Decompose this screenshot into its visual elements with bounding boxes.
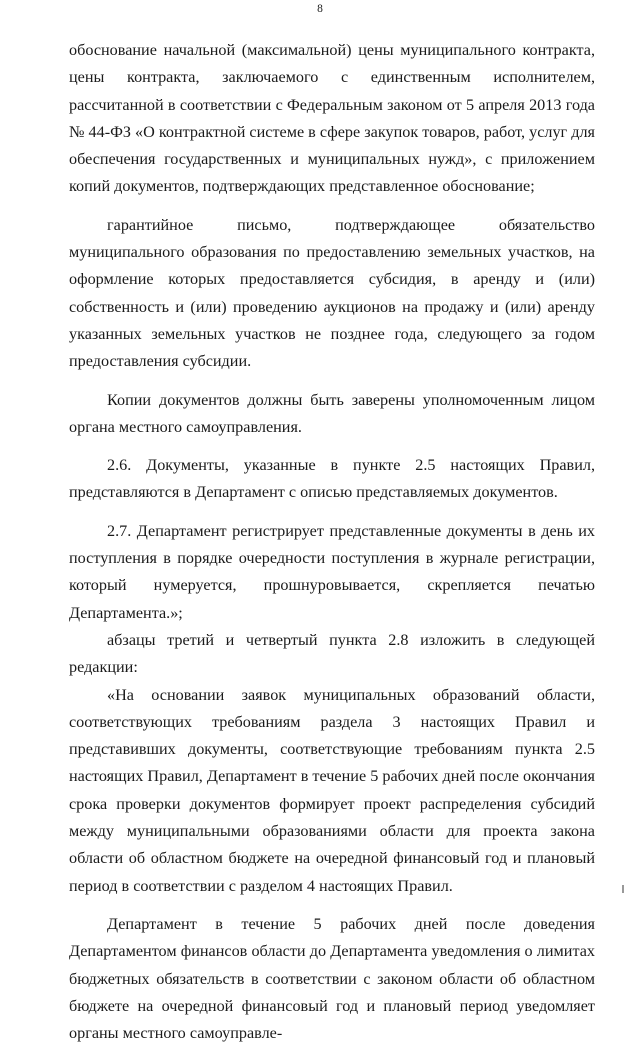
paragraph-clause-2-6: 2.6. Документы, указанные в пункте 2.5 настоящих Правил, представляются в Департамент с описью представляемых документов. xyxy=(69,456,595,502)
paragraph-clause-2-7: 2.7. Департамент регистрирует представленные документы в день их поступления в порядке очередности поступления в журнале регистрации, который нумеруется, прошнуровывается, скрепляется печатью Департамента.»; xyxy=(69,521,595,622)
page-number: 8 xyxy=(317,3,323,15)
scan-mark xyxy=(620,884,626,894)
paragraph-amendment-2-8: абзацы третий и четвертый пункта 2.8 изложить в следующей редакции: xyxy=(69,630,595,677)
paragraph-justification: обоснование начальной (максимальной) цены муниципального контракта, цены контракта, заключаемого с единственным исполнителем, рассчитанной в соответствии с Федеральным законом от 5 апреля 2013 года № 44-ФЗ «О контрактной системе в сфере закупок товаров, работ, услуг для обеспечения государственных и муниципальных нужд», с приложением копий документов, подтверждающих представленное обоснование; xyxy=(69,41,595,196)
paragraph-copies-certified: Копии документов должны быть заверены уполномоченным лицом органа местного самоуправления. xyxy=(69,390,595,436)
document-body xyxy=(69,37,595,1047)
paragraph-notification: Департамент в течение 5 рабочих дней после доведения Департаментом финансов области до Департамента уведомления о лимитах бюджетных обязательств в соответствии с законом области об областном бюджете на очередной финансовый год и плановый период уведомляет органы местного самоуправле- xyxy=(69,914,595,1043)
paragraph-guarantee-letter: гарантийное письмо, подтверждающее обязательство муниципального образования по предоставлению земельных участков, на оформление которых предоставляется субсидия, в аренду и (или) собственность и (или) проведению аукционов на продажу и (или) аренду указанных земельных участков не позднее года, следующего за годом предоставления субсидии. xyxy=(69,215,595,371)
paragraph-applications-basis: «На основании заявок муниципальных образований области, соответствующих требованиям раздела 3 настоящих Правил и представивших документы, соответствующие требованиям пункта 2.5 настоящих Правил, Департамент в течение 5 рабочих дней после окончания срока проверки документов формирует проект распределения субсидий между муниципальными образованиями области для проекта закона области об областном бюджете на очередной финансовый год и плановый период в соответствии с разделом 4 настоящих Правил. xyxy=(69,685,595,895)
